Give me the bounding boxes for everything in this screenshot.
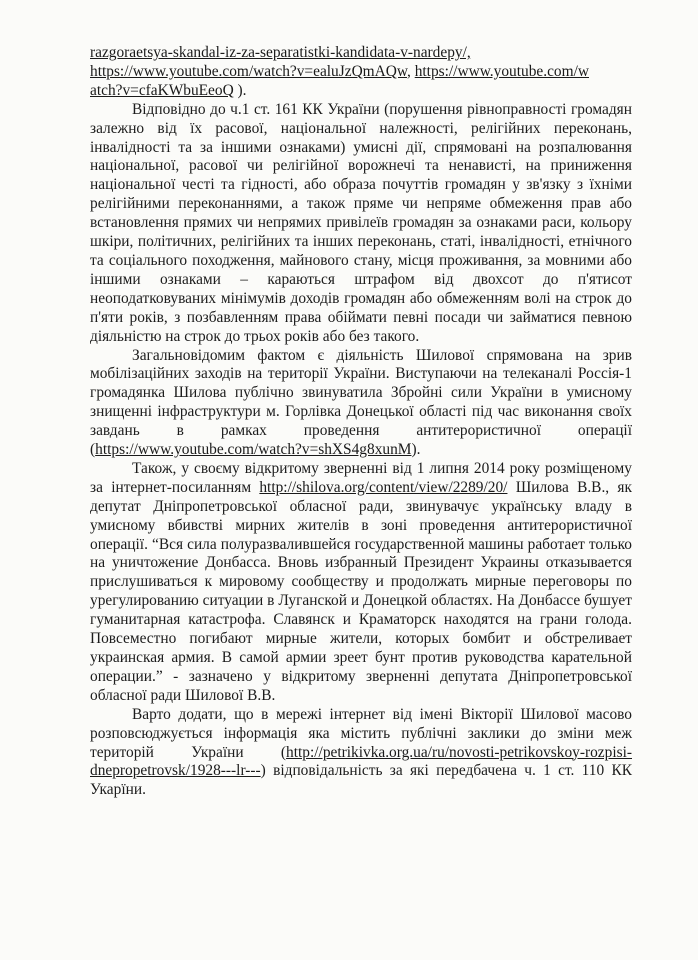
paragraph-article-161: Відповідно до ч.1 ст. 161 КК України (порушення рівноправності громадян залежно від їх расової, національної належності, релігійних переконань, інвалідності та за іншими ознаками) умисні дії, спрямовані на розпалювання національної, расової чи релігійної ворожнечі та ненависті, на приниження національної честі та гідності, або образа почуттів громадян у зв'язку з їхніми релігійними переконаннями, а також пряме чи непряме обмеження прав або встановлення прямих чи непрямих привілеїв громадян за ознаками раси, кольору шкіри, політичних, релігійних та інших переконань, статі, інвалідності, етнічного та соціального походження, майнового стану, місця проживання, за мовними або іншими ознаками – караються штрафом від двохсот до п'ятисот неоподатковуваних мінімумів доходів громадян або обмеженням волі на строк до п'яти років, з позбавленням права обіймати певні посади чи займатися певною діяльністю на строк до трьох років або без такого.	[90, 100, 632, 345]
source-links	[90, 44, 632, 101]
paragraph-borders-text-a: Варто додати, що в мережі інтернет від імені Вікторії Шилової масово розповсюджується інформація яка містить публічні заклики до зміни меж територій України (	[90, 705, 632, 761]
link-separator: ,	[407, 62, 415, 80]
paragraph-mobilization-text: Загальновідомим фактом є діяльність Шилової спрямована на зрив мобілізаційних заходів на території України. Виступаючи на телеканалі Россія-1 громадянка Шилова публічно звинуватила Збройні сили України в умисному знищенні інфраструктури м. Горлівка Донецької області під час виконання своїх завдань в рамках проведення антитерористичної операції (	[90, 346, 632, 459]
source-link-1[interactable]: razgoraetsya-skandal-iz-za-separatistki-kandidata-v-nardepy/,	[90, 44, 471, 61]
youtube-link-1[interactable]: https://www.youtube.com/watch?v=ealuJzQmAQw	[90, 62, 407, 80]
shilova-org-link[interactable]: http://shilova.org/content/view/2289/20/	[259, 478, 508, 496]
paragraph-mobilization-tail: ).	[411, 441, 421, 459]
source-links-line-2	[90, 63, 632, 82]
youtube-link-2-part-1[interactable]: https://www.youtube.com/w	[414, 62, 589, 80]
paragraph-open-letter-text-a: Також, у своєму відкритому зверненні від 1 липня 2014 року розміщеному за інтернет-посиланням	[90, 459, 632, 496]
source-links-line-3	[90, 82, 632, 101]
paragraph-mobilization	[90, 347, 632, 460]
paragraph-calls-to-change-borders	[90, 706, 632, 801]
paragraph-borders-text-b: ) відповідальність за які передбачена ч. 1 ст. 110 КК Укарїни.	[90, 762, 632, 799]
paragraph-open-letter-text-b: Шилова В.В., як депутат Дніпропетровської обласної ради, звинувачує українську владу в умисному вбивстві мирних жителів в зоні проведення антитерористичної операції. “Вся сила полуразвалившейся государственной машины работает только на уничтожение Донбасса. Вновь избранный Президент Украины отказывается прислушиваться к мировому сообществу и продолжать мирные переговоры по урегулированию ситуации в Луганской и Донецкой областях. На Донбассе бушует гуманитарная катастрофа. Славянск и Краматорск находятся на грани голода. Повсеместно погибают мирные жители, которых бомбит и обстреливает украинская армия. В самой армии зреет бунт против руководства карательной операции.” - зазначено у відкритому зверненні депутата Дніпропетровської обласної ради Шилової В.В.	[90, 478, 632, 704]
youtube-link-2-part-2[interactable]: atch?v=cfaKWbuEeoQ	[90, 81, 234, 99]
petrikivka-link[interactable]: http://petrikivka.org.ua/ru/novosti-petrikovskoy-rozpisi-dnepropetrovsk/1928---lr---	[90, 743, 632, 780]
paragraph-open-letter	[90, 460, 632, 706]
youtube-link-3[interactable]: https://www.youtube.com/watch?v=shXS4g8xunM	[95, 441, 412, 459]
links-closing: ).	[233, 81, 247, 99]
